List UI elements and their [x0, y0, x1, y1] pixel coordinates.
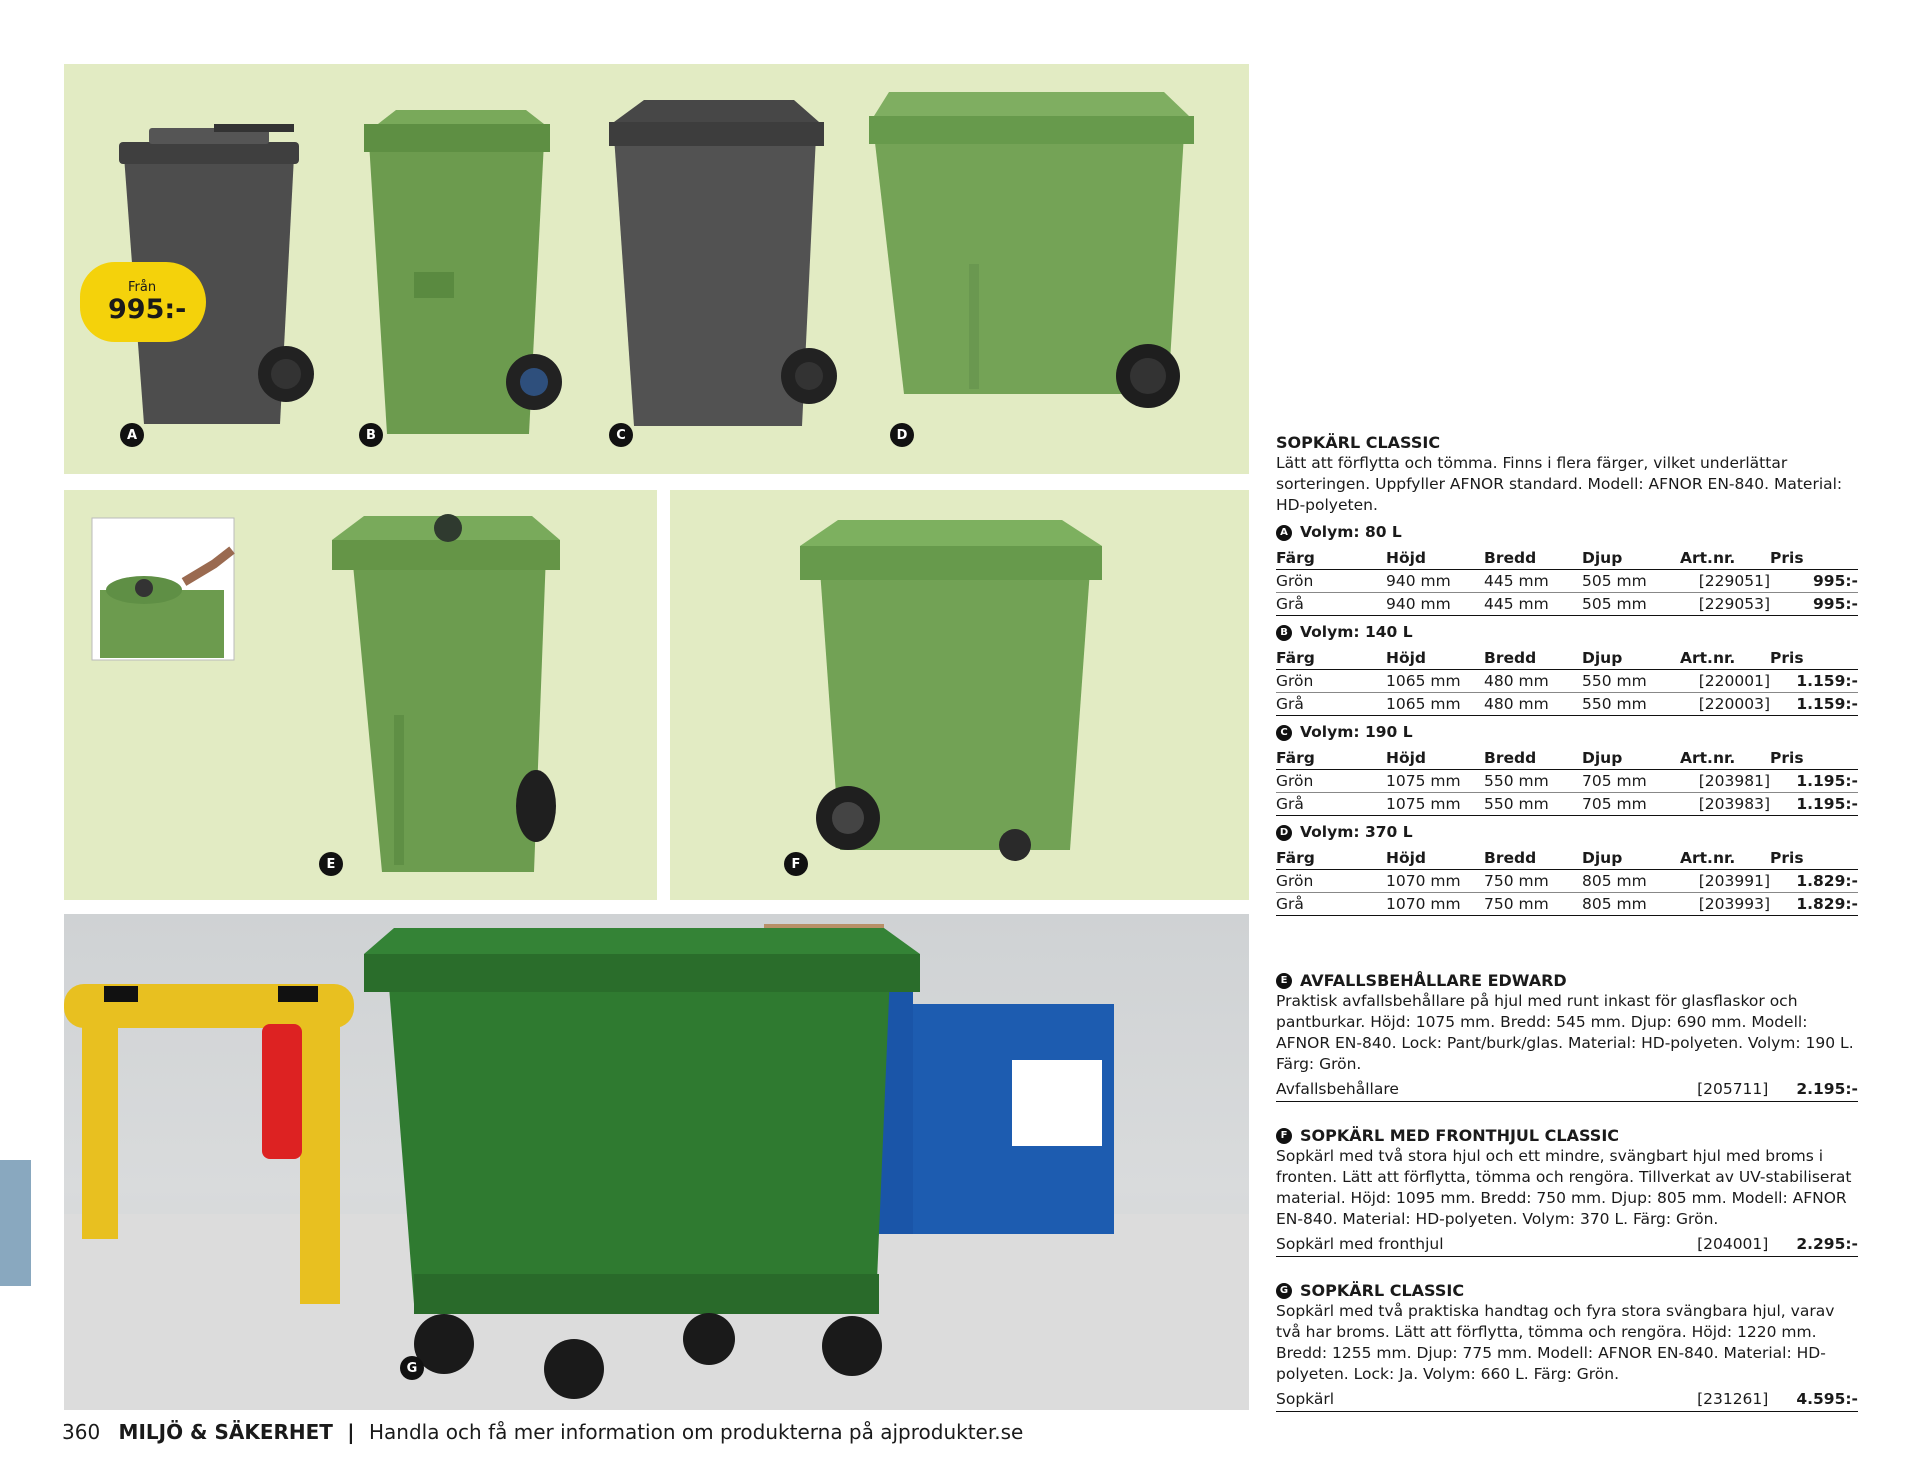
column-header-price: Pris: [1770, 645, 1858, 670]
footer-text: Handla och få mer information om produkterna på ajprodukter.se: [368, 1420, 1024, 1444]
label-g: G: [400, 1356, 424, 1380]
table-row: [1276, 770, 1858, 793]
product-f-heading: [1276, 1125, 1858, 1146]
product-panel-e: [64, 490, 657, 900]
cell-width: 445 mm: [1484, 570, 1582, 593]
cell-price: 1.195:-: [1770, 770, 1858, 793]
variant-marker: B: [1276, 625, 1292, 641]
product-1-block: [1276, 432, 1858, 916]
product-g-price-line: [1276, 1385, 1858, 1412]
column-header-color: Färg: [1276, 545, 1386, 570]
cell-art: [203983]: [1680, 793, 1770, 816]
label-a: A: [120, 423, 144, 447]
column-header-height: Höjd: [1386, 845, 1484, 870]
variant-volume: Volym: 190 L: [1300, 723, 1413, 741]
bin-g-scene: [64, 914, 1249, 1410]
column-header-art: Art.nr.: [1680, 645, 1770, 670]
table-row: [1276, 593, 1858, 616]
cell-width: 550 mm: [1484, 793, 1582, 816]
product-e-heading: [1276, 970, 1858, 991]
variant-marker: A: [1276, 525, 1292, 541]
product-g-description: Sopkärl med två praktiska handtag och fyra stora svängbara hjul, varav två har broms. Lätt att förflytta, tömma och rengöra. Höjd: 1220 mm. Bredd: 1255 mm. Djup: 775 mm. Modell: AFNOR EN-840. Material: HD-polyeten. Lock: Ja. Volym: 660 L. Färg: Grön.: [1276, 1302, 1835, 1383]
cell-depth: 550 mm: [1582, 693, 1680, 716]
cell-width: 750 mm: [1484, 870, 1582, 893]
product-f-art: [204001]: [1697, 1235, 1769, 1253]
label-c: C: [609, 423, 633, 447]
variant-marker: D: [1276, 825, 1292, 841]
bin-e-image: [332, 514, 560, 872]
cell-color: Grön: [1276, 570, 1386, 593]
cell-color: Grå: [1276, 693, 1386, 716]
column-header-depth: Djup: [1582, 645, 1680, 670]
column-header-depth: Djup: [1582, 845, 1680, 870]
column-header-width: Bredd: [1484, 545, 1582, 570]
cell-art: [229053]: [1680, 593, 1770, 616]
product-1-title: SOPKÄRL CLASSIC: [1276, 433, 1441, 452]
product-f-description: Sopkärl med två stora hjul och ett mindre, svängbart hjul med broms i fronten. Lätt att förflytta, tömma och rengöra. Tillverkat av UV-stabiliserat material. Höjd: 1095 mm. Bredd: 750 mm. Djup: 805 mm. Modell: AFNOR EN-840. Material: HD-polyeten. Volym: 370 L. Färg: Grön.: [1276, 1147, 1852, 1228]
page-number: 360: [62, 1420, 101, 1444]
column-header-price: Pris: [1770, 745, 1858, 770]
product-e-block: [1276, 964, 1858, 1102]
product-e-item: Avfallsbehållare: [1276, 1080, 1399, 1098]
cell-price: 995:-: [1770, 570, 1858, 593]
table-row: [1276, 570, 1858, 593]
table-row: [1276, 893, 1858, 916]
cell-height: 1070 mm: [1386, 893, 1484, 916]
cell-height: 940 mm: [1386, 570, 1484, 593]
table-header-row: [1276, 645, 1858, 670]
cell-depth: 805 mm: [1582, 893, 1680, 916]
bin-d-image: [869, 92, 1194, 408]
label-f: F: [784, 852, 808, 876]
variant-spec-table: [1276, 845, 1858, 916]
product-e-marker: E: [1276, 973, 1292, 989]
bin-e-illustration: [64, 490, 657, 900]
cell-art: [203991]: [1680, 870, 1770, 893]
cell-depth: 505 mm: [1582, 570, 1680, 593]
page-footer: [62, 1420, 1023, 1444]
table-row: [1276, 693, 1858, 716]
cell-color: Grön: [1276, 670, 1386, 693]
label-b: B: [359, 423, 383, 447]
cell-width: 750 mm: [1484, 893, 1582, 916]
cell-price: 995:-: [1770, 593, 1858, 616]
label-d: D: [890, 423, 914, 447]
table-header-row: [1276, 545, 1858, 570]
column-header-price: Pris: [1770, 545, 1858, 570]
cell-width: 550 mm: [1484, 770, 1582, 793]
cell-depth: 705 mm: [1582, 770, 1680, 793]
column-header-height: Höjd: [1386, 745, 1484, 770]
footer-separator: |: [347, 1420, 355, 1444]
cell-height: 1075 mm: [1386, 770, 1484, 793]
column-header-height: Höjd: [1386, 545, 1484, 570]
product-g-art: [231261]: [1697, 1390, 1769, 1408]
cell-color: Grå: [1276, 893, 1386, 916]
cell-height: 940 mm: [1386, 593, 1484, 616]
cell-depth: 550 mm: [1582, 670, 1680, 693]
cell-price: 1.195:-: [1770, 793, 1858, 816]
product-e-description: Praktisk avfallsbehållare på hjul med runt inkast för glasflaskor och pantburkar. Höjd: 1075 mm. Bredd: 545 mm. Djup: 690 mm. Modell: AFNOR EN-840. Lock: Pant/burk/glas. Material: HD-polyeten. Volym: 190 L. Färg: Grön.: [1276, 992, 1854, 1073]
variant-heading: [1276, 622, 1858, 643]
variant-volume: Volym: 140 L: [1300, 623, 1413, 641]
fire-extinguisher-image: [262, 1024, 302, 1159]
cell-color: Grå: [1276, 793, 1386, 816]
cell-height: 1065 mm: [1386, 693, 1484, 716]
product-e-price-line: [1276, 1075, 1858, 1102]
variant-volume: Volym: 80 L: [1300, 523, 1402, 541]
cell-height: 1070 mm: [1386, 870, 1484, 893]
price-badge-amount: 995:-: [108, 294, 187, 325]
column-header-width: Bredd: [1484, 645, 1582, 670]
cell-price: 1.159:-: [1770, 670, 1858, 693]
variant-volume: Volym: 370 L: [1300, 823, 1413, 841]
column-header-color: Färg: [1276, 645, 1386, 670]
column-header-depth: Djup: [1582, 745, 1680, 770]
bins-a-d-illustration: [64, 64, 1249, 474]
cell-art: [229051]: [1680, 570, 1770, 593]
variant-spec-table: [1276, 745, 1858, 816]
table-header-row: [1276, 745, 1858, 770]
cell-depth: 805 mm: [1582, 870, 1680, 893]
product-g-block: [1276, 1274, 1858, 1412]
cell-depth: 705 mm: [1582, 793, 1680, 816]
product-f-title: SOPKÄRL MED FRONTHJUL CLASSIC: [1300, 1126, 1620, 1145]
variant-spec-table: [1276, 645, 1858, 716]
product-f-marker: F: [1276, 1128, 1292, 1144]
product-f-price: 2.295:-: [1796, 1235, 1858, 1253]
cell-color: Grön: [1276, 770, 1386, 793]
cell-width: 480 mm: [1484, 693, 1582, 716]
cell-art: [220001]: [1680, 670, 1770, 693]
bin-c-image: [609, 100, 837, 426]
product-g-marker: G: [1276, 1283, 1292, 1299]
product-f-item: Sopkärl med fronthjul: [1276, 1235, 1444, 1253]
cell-art: [220003]: [1680, 693, 1770, 716]
price-badge-from: Från: [128, 280, 157, 295]
product-panel-f: [670, 490, 1249, 900]
product-panel-a-d: [64, 64, 1249, 474]
column-header-art: Art.nr.: [1680, 745, 1770, 770]
table-row: [1276, 793, 1858, 816]
product-g-title: SOPKÄRL CLASSIC: [1300, 1281, 1465, 1300]
price-badge: [80, 262, 206, 342]
table-header-row: [1276, 845, 1858, 870]
variant-marker: C: [1276, 725, 1292, 741]
product-g-item: Sopkärl: [1276, 1390, 1335, 1408]
bin-f-illustration: [670, 490, 1249, 900]
column-header-height: Höjd: [1386, 645, 1484, 670]
product-e-price: 2.195:-: [1796, 1080, 1858, 1098]
bin-b-image: [364, 110, 562, 434]
column-header-art: Art.nr.: [1680, 845, 1770, 870]
variant-list: [1276, 522, 1858, 916]
product-e-title: AVFALLSBEHÅLLARE EDWARD: [1300, 971, 1567, 990]
product-f-block: [1276, 1119, 1858, 1257]
column-header-art: Art.nr.: [1680, 545, 1770, 570]
variant-heading: [1276, 522, 1858, 543]
table-row: [1276, 670, 1858, 693]
product-e-art: [205711]: [1697, 1080, 1769, 1098]
column-header-color: Färg: [1276, 845, 1386, 870]
cell-price: 1.159:-: [1770, 693, 1858, 716]
cell-height: 1075 mm: [1386, 793, 1484, 816]
product-g-price: 4.595:-: [1796, 1390, 1858, 1408]
variant-spec-table: [1276, 545, 1858, 616]
product-f-price-line: [1276, 1230, 1858, 1257]
section-tab: [0, 1160, 31, 1286]
cell-price: 1.829:-: [1770, 893, 1858, 916]
variant-heading: [1276, 822, 1858, 843]
product-photo-g: [64, 914, 1249, 1410]
cell-width: 445 mm: [1484, 593, 1582, 616]
variant-heading: [1276, 722, 1858, 743]
cell-width: 480 mm: [1484, 670, 1582, 693]
cell-art: [203981]: [1680, 770, 1770, 793]
table-row: [1276, 870, 1858, 893]
product-g-heading: [1276, 1280, 1858, 1301]
column-header-width: Bredd: [1484, 745, 1582, 770]
bin-f-image: [800, 520, 1102, 861]
column-header-depth: Djup: [1582, 545, 1680, 570]
cell-color: Grön: [1276, 870, 1386, 893]
cell-depth: 505 mm: [1582, 593, 1680, 616]
column-header-color: Färg: [1276, 745, 1386, 770]
product-1-description: Lätt att förflytta och tömma. Finns i flera färger, vilket underlättar sorteringen. Uppfyller AFNOR standard. Modell: AFNOR EN-840. Material: HD-polyeten.: [1276, 454, 1843, 514]
cell-height: 1065 mm: [1386, 670, 1484, 693]
cell-color: Grå: [1276, 593, 1386, 616]
column-header-price: Pris: [1770, 845, 1858, 870]
section-name: MILJÖ & SÄKERHET: [118, 1420, 333, 1444]
column-header-width: Bredd: [1484, 845, 1582, 870]
cell-price: 1.829:-: [1770, 870, 1858, 893]
label-e: E: [319, 852, 343, 876]
cell-art: [203993]: [1680, 893, 1770, 916]
